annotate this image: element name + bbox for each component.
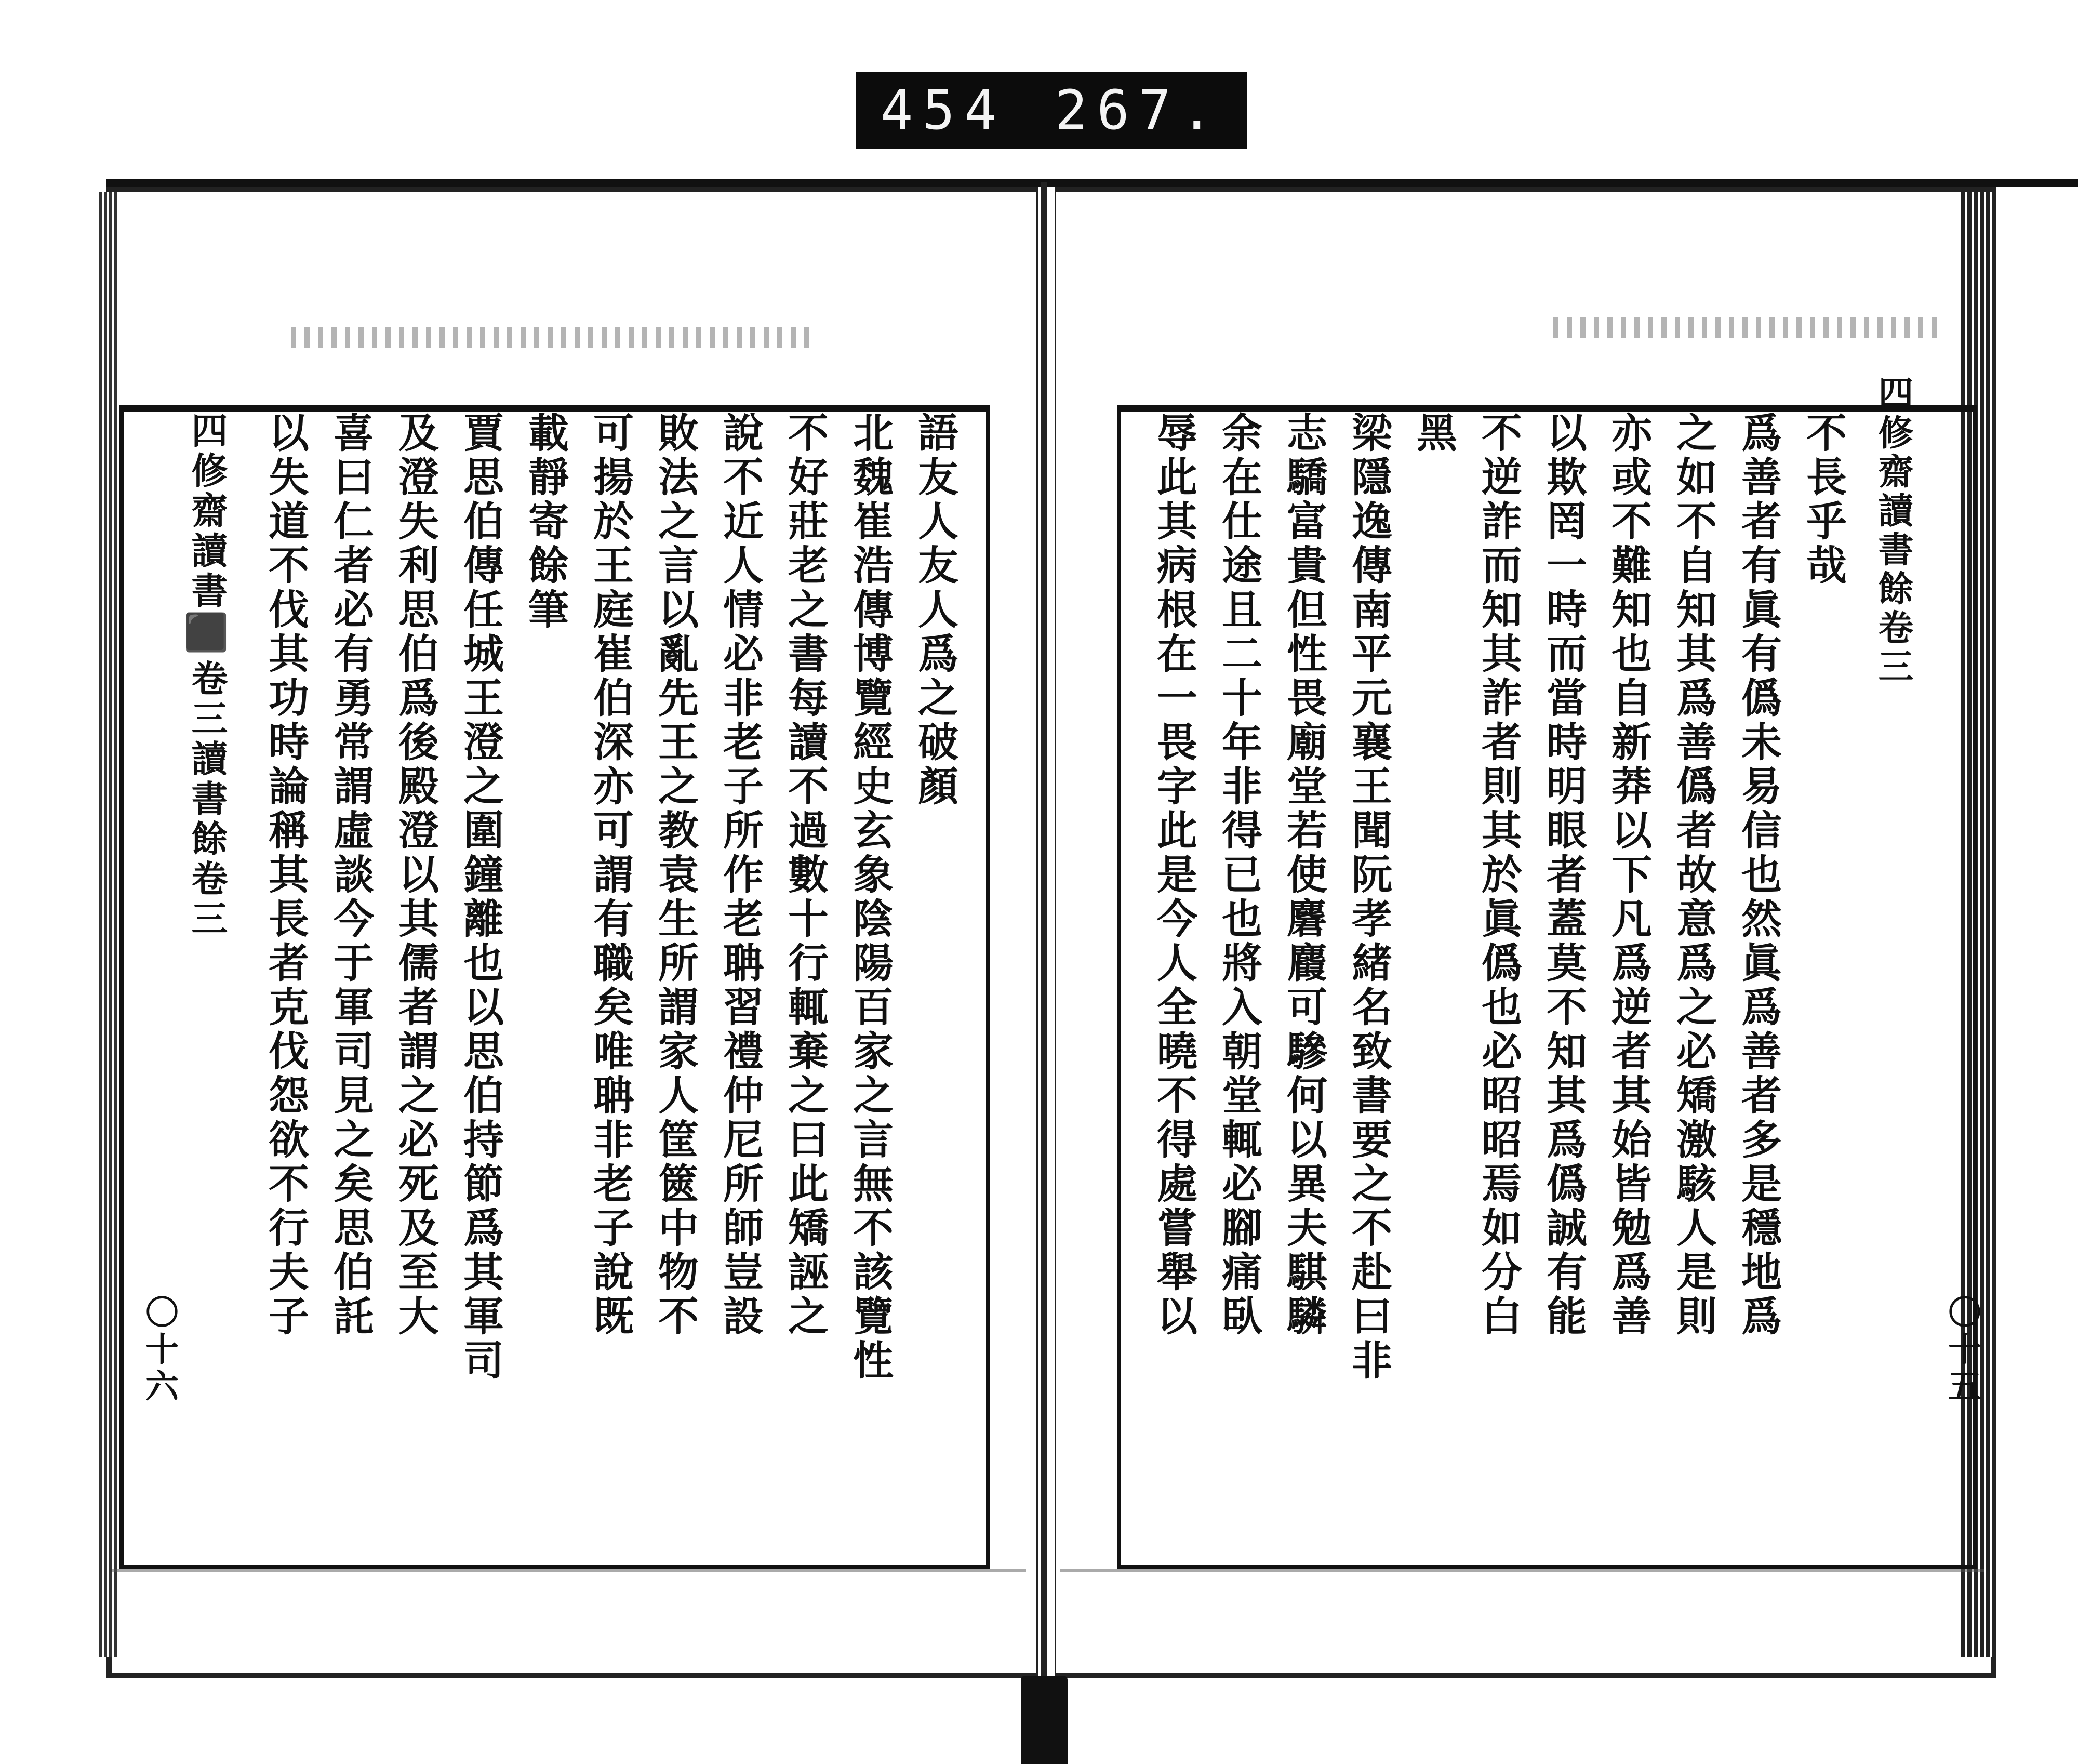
text-column: 喜曰仁者必有勇常謂虛談今于軍司見之矣思伯託: [327, 412, 374, 1339]
text-column: 語友人友人爲之破顏: [911, 412, 958, 809]
text-column: 之如不自知其爲善僞者故意爲之必矯激駭人是則: [1670, 412, 1717, 1339]
text-column: 及澄失利思伯爲後殿澄以其儒者謂之必死及至大: [392, 412, 439, 1339]
running-head: 四修齋讀書餘卷三: [1872, 375, 1914, 687]
text-column: 說不近人情必非老子所作老聃習禮仲尼所師豈設: [716, 412, 764, 1339]
folio-number: 〇十六: [140, 1295, 179, 1405]
text-column: 不好莊老之書每讀不過數十行輒棄之曰此矯誣之: [781, 412, 829, 1339]
text-column: 載靜寄餘筆: [522, 412, 569, 632]
right-text-frame: [1117, 375, 1981, 1569]
stamp-right-number: 267.: [1055, 78, 1223, 142]
text-column: 志驕富貴但性畏廟堂若使麏麚可驂何以異夫騏驎: [1280, 412, 1327, 1339]
page-bottom-edge: [112, 1569, 1026, 1572]
book-spine: [1041, 182, 1047, 1676]
folio-number: 〇十五: [1942, 1295, 1981, 1405]
page-bottom-edge: [1060, 1569, 1984, 1572]
text-column: 賈思伯傳任城王澄之圍鐘離也以思伯持節爲其軍司: [457, 412, 504, 1383]
running-head: 四修齋讀書⬛卷三讀書餘卷三: [185, 412, 229, 940]
text-column: 梁隱逸傳南平元襄王聞阮孝緒名致書要之不赴曰非: [1345, 412, 1392, 1383]
text-column: 亦或不難知也自新莽以下凡爲逆者其始皆勉爲善: [1605, 412, 1652, 1339]
text-column: 以失道不伐其功時論稱其長者克伐怨欲不行夫子: [262, 412, 309, 1339]
text-column: 以欺罔一時而當時明眼者蓋莫不知其爲僞誠有能: [1540, 412, 1587, 1339]
text-column: 北魏崔浩傳博覽經史玄象陰陽百家之言無不該覽性: [846, 412, 894, 1383]
text-column: 爲善者有眞有僞未易信也然眞爲善者多是穩地爲: [1735, 412, 1782, 1339]
archive-number-stamp: [856, 72, 1247, 149]
book-top-edge: [106, 179, 2078, 187]
book-clamp: [1021, 1676, 1068, 1764]
left-text-frame: [119, 405, 990, 1569]
bleed-through-marks: [291, 327, 810, 348]
text-column: 可揚於王庭崔伯深亦可謂有職矣唯聃非老子說既: [587, 412, 634, 1339]
text-column: 余在仕途且二十年非得已也將入朝堂輒必腳痛臥: [1215, 412, 1262, 1339]
text-column: 不逆詐而知其詐者則其於眞僞也必昭昭焉如分白: [1475, 412, 1522, 1339]
text-column: 黑: [1410, 412, 1457, 456]
left-page-edge: [99, 192, 119, 1657]
stamp-left-number: 454: [880, 78, 1006, 142]
bleed-through-marks: [1553, 317, 1938, 338]
text-column: 辱此其病根在一畏字此是今人全曉不得處嘗舉以: [1150, 412, 1197, 1339]
text-column: 敗法之言以亂先王之教袁生所謂家人筐篋中物不: [651, 412, 699, 1339]
text-column: 不長乎哉: [1800, 412, 1847, 588]
